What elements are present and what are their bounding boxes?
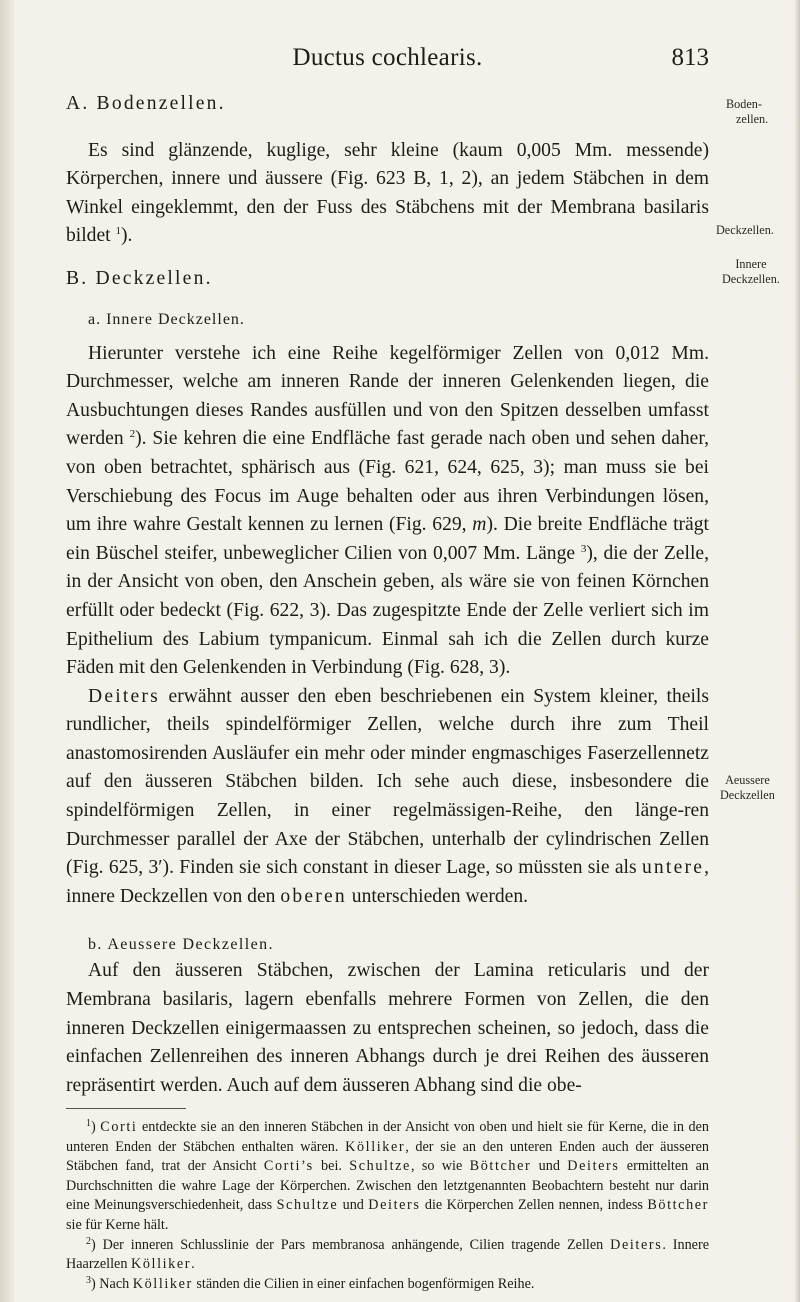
section-a-paragraph: Es sind glänzende, kuglige, sehr kleine (kaum 0,005 Mm. messende) Körperchen, innere und äussere (Fig. 623 B, 1, 2), an jedem Stäbchen in dem Winkel eingeklemmt, den der Fuss des Stäbchens mit der Membrana basilaris bildet $^1$). (66, 139, 709, 247)
section-ba-paragraph-1: Hierunter verstehe ich eine Reihe kegelförmiger Zellen von 0,012 Mm. Durchmesser, welche am inneren Rande der inneren Gelenkenden liegen, die Ausbuchtungen dieses Randes ausfüllen und von den Spitzen desselben umfasst werden $^2$). Sie kehren die eine Endfläche fast gerade nach oben und sehen daher, von oben betrachtet, sphärisch aus (Fig. 621, 624, 625, 3); man muss sie bei Verschiebung des Focus im Auge behalten oder aus ihren Verbindungen lösen, um ihre wahre Gestalt kennen zu lernen (Fig. 629, m). Die breite Endfläche trägt ein Büschel steifer, unbeweglicher Cilien von 0,007 Mm. Länge $^3$), die der Zelle, in der Ansicht von oben, den Anschein geben, als wäre sie von feinen Körnchen erfüllt oder bedeckt (Fig. 622, 3). Das zugespitzte Ende der Zelle verliert sich im Epithelium des Labium tympanicum. Einmal sah ich die Zellen durch kurze Fäden mit den Gelenkenden in Verbindung (Fig. 628, 3). (66, 342, 709, 679)
page-number: 813 (671, 44, 709, 71)
section-ba-heading: a. Innere Deckzellen. (88, 310, 245, 328)
section-b-heading: B. Deckzellen. (66, 267, 213, 289)
footnote-2: $^2$) Der inneren Schlusslinie der Pars membranosa anhängende, Cilien tragende Zellen Deiters. Innere Haarzellen Kölliker. (66, 1235, 709, 1273)
margin-note-bodenzellen: Boden- zellen. (726, 97, 769, 126)
running-header (66, 44, 709, 76)
margin-note-aeussere-deckzellen: Aeussere Deckzellen (720, 773, 775, 802)
footnote-3: $^3$) Nach Kölliker ständen die Cilien in einer einfachen bogenförmigen Reihe. (86, 1274, 535, 1292)
margin-note-deckzellen: Deckzellen. (716, 223, 774, 237)
section-a-heading: A. Bodenzellen. (66, 93, 226, 114)
section-ba-paragraph-2: Deiters erwähnt ausser den eben beschriebenen ein System kleiner, theils rundlicher, theils spindelförmiger Zellen, welche durch ihre zum Theil anastomosirenden Ausläufer ein mehr oder minder engmaschiges Faserzellennetz auf den äusseren Stäbchen bilden. Ich sehe auch diese, insbesondere die spindelförmigen Zellen, in einer regelmässigen-Reihe, den länge-ren Durchmesser parallel der Axe der Stäbchen, unterhalb der cylindrischen Zellen (Fig. 625, 3′). Finden sie sich constant in dieser Lage, so müssten sie als untere, innere Deckzellen von den oberen unterschieden werden. (66, 685, 709, 907)
main-text (66, 90, 709, 1100)
footnote-1: $^1$) Corti entdeckte sie an den inneren Stäbchen in der Ansicht von oben und hielt sie für Kerne, die in den unteren Enden der Stäbchen enthalten wären. Kölliker, der sie an den unteren Enden auch der äusseren Stäbchen fand, trat der Ansicht Corti’s bei. Schultze, so wie Böttcher und Deiters ermittelten an Durchschnitten die wahre Lage der Körperchen. Zwischen den letztgenannten Beobachtern besteht nur darin eine Meinungsverschiedenheit, dass Schultze und Deiters die Körperchen Zellen nennen, indess Böttcher sie für Kerne hält. (66, 1118, 710, 1233)
footnote-rule (66, 1108, 186, 1109)
page-gutter (0, 0, 14, 1302)
section-bb-heading: b. Aeussere Deckzellen. (88, 936, 274, 954)
running-title: Ductus cochlearis. (292, 44, 483, 71)
margin-note-innere-deckzellen: Innere Deckzellen. (722, 257, 780, 286)
footnotes (66, 1118, 709, 1294)
page-edge (794, 0, 800, 1302)
section-bb-paragraph: Auf den äusseren Stäbchen, zwischen der Lamina reticularis und der Membrana basilaris, lagern ebenfalls mehrere Formen von Zellen, die den inneren Deckzellen einigermaassen zu entsprechen scheinen, so jedoch, dass die einfachen Zellenreihen des inneren Abhangs durch je drei Reihen des äusseren repräsentirt werden. Auch auf dem äusseren Abhang sind die obe- (66, 960, 709, 1096)
